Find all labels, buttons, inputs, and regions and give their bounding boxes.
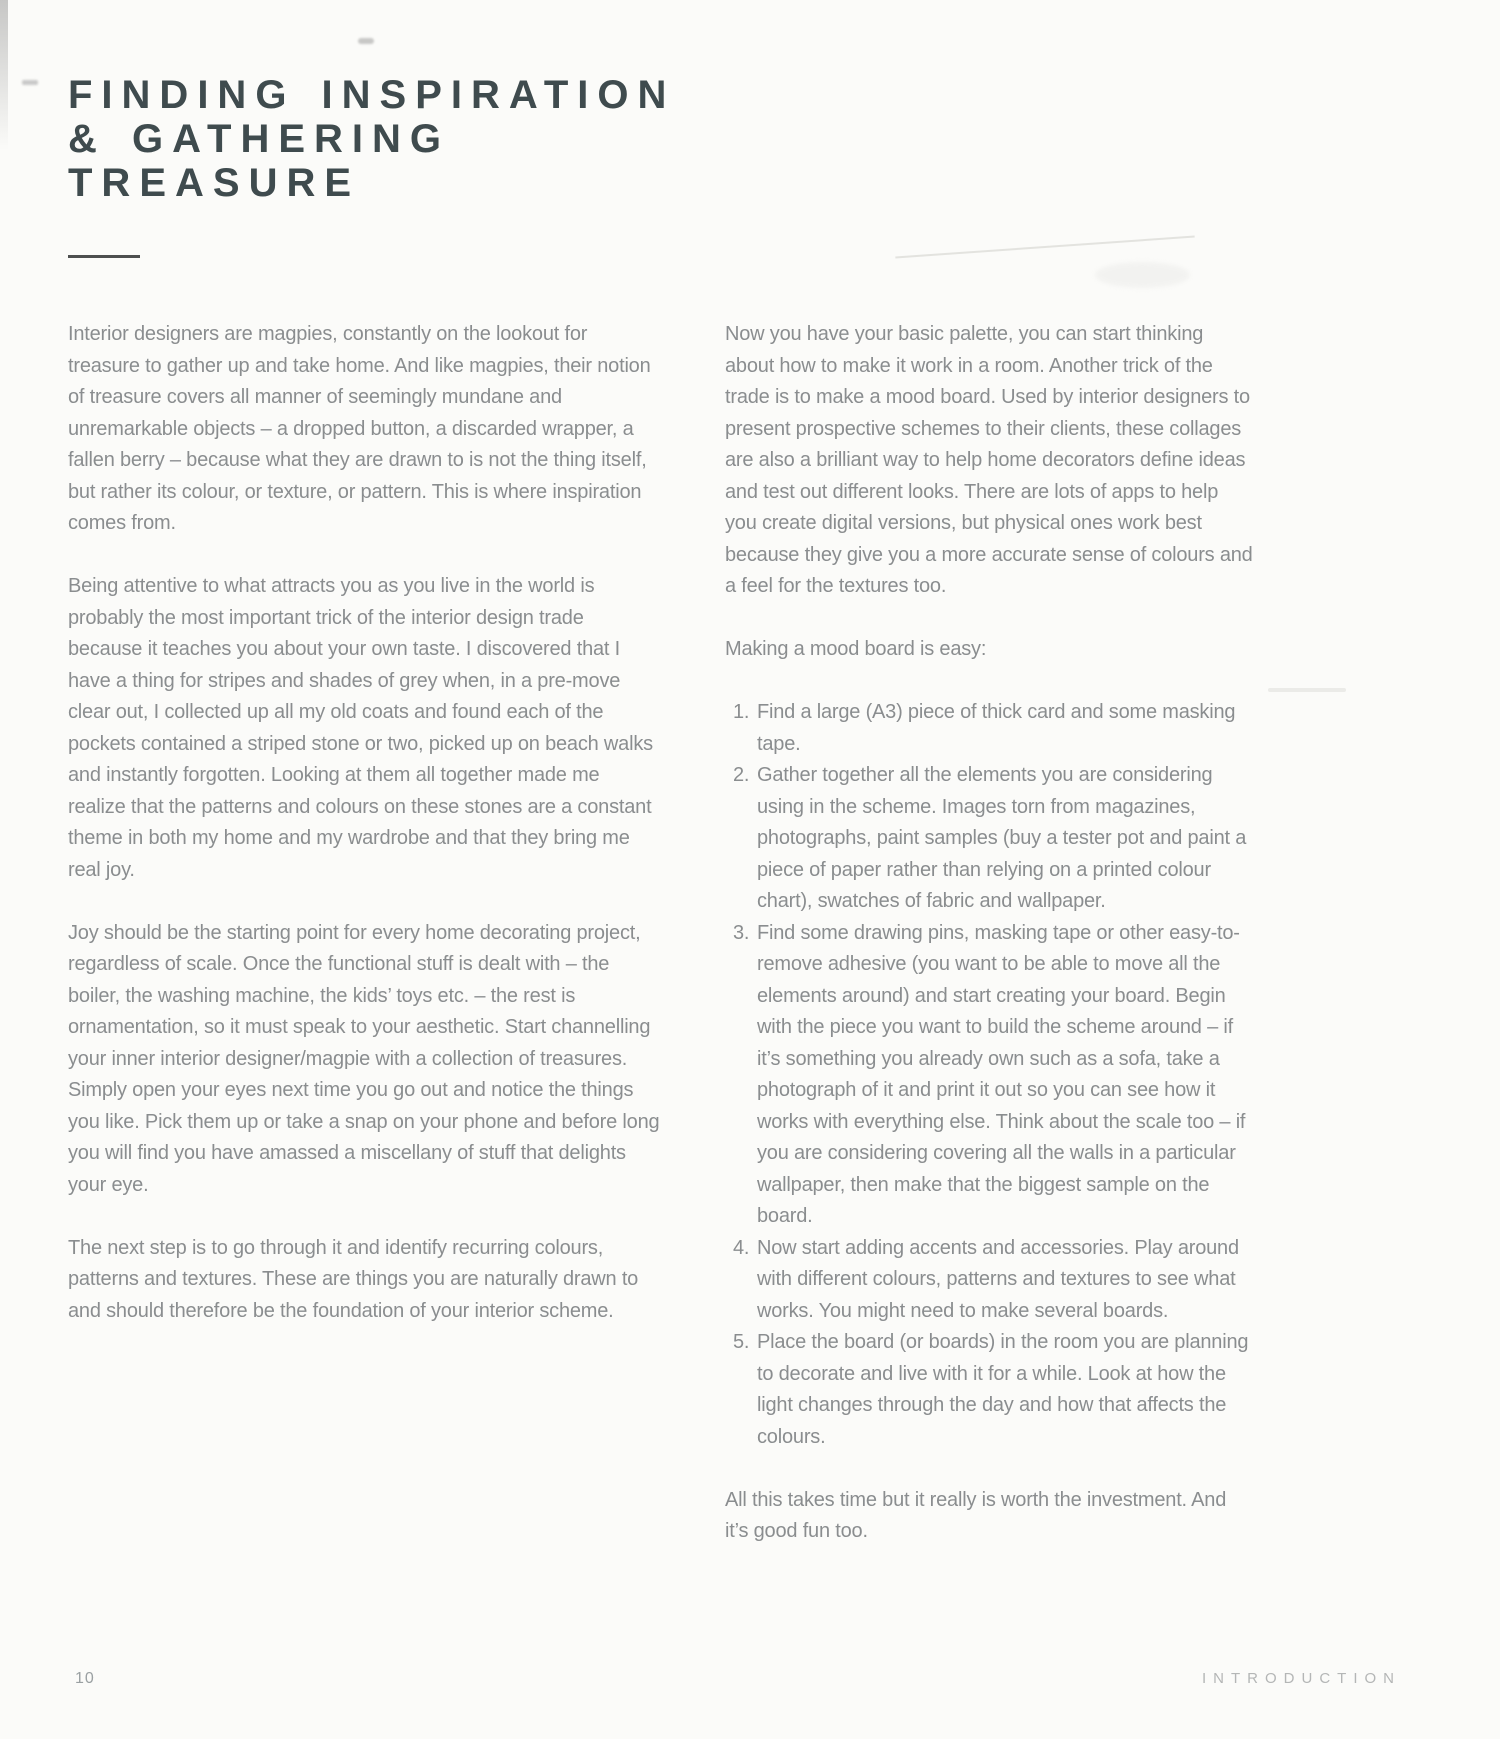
paragraph: All this takes time but it really is worth the investment. And it’s good fun too. bbox=[725, 1488, 1227, 1542]
paragraph: Being attentive to what attracts you as you live in the world is probably the most important trick of the interior design trade because it teaches you about your own taste. I discovered that I have a thing for stripes and shades of grey when, in a pre-move clear out, I collected up all my old coats and found each of the pockets contained a striped stone or two, picked up on beach walks and instantly forgotten. Looking at them all together made me realize that the patterns and colours on these stones are a constant theme in both my home and my wardrobe and that they bring me real joy. bbox=[68, 575, 653, 881]
list-item-text: Now start adding accents and accessories. Play around with different colours, patterns and textures to see what works. You might need to make several boards. bbox=[757, 1236, 1239, 1322]
list-item-text: Gather together all the elements you are considering using in the scheme. Images torn from magazines, photographs, paint samples (buy a tester pot and paint a piece of paper rather than relying on a printed colour chart), swatches of fabric and wallpaper. bbox=[757, 764, 1247, 912]
page-title-line-3: TREASURE bbox=[68, 160, 361, 205]
list-item bbox=[733, 697, 1253, 760]
list-item bbox=[733, 1327, 1253, 1453]
paragraph: Now you have your basic palette, you can start thinking about how to make it work in a room. Another trick of the trade is to make a mood board. Used by interior designers to present prospective schemes to their clients, these collages are also a brilliant way to help home decorators define ideas and test out different looks. There are lots of apps to help you create digital versions, but physical ones work best because they give you a more accurate sense of colours and a feel for the textures too. bbox=[725, 323, 1253, 597]
list-item bbox=[733, 760, 1253, 918]
paragraph: The next step is to go through it and identify recurring colours, patterns and textures. These are things you are naturally drawn to and should therefore be the foundation of your interior scheme. bbox=[68, 1236, 639, 1322]
scan-artifact-line bbox=[895, 236, 1194, 259]
scan-artifact-notch bbox=[358, 38, 374, 44]
page-title-line-1: FINDING INSPIRATION bbox=[68, 72, 676, 117]
page-title bbox=[68, 73, 675, 205]
scan-artifact-smudge bbox=[1095, 262, 1190, 288]
paragraph: Joy should be the starting point for every home decorating project, regardless of scale. Once the functional stuff is dealt with – the boiler, the washing machine, the kids’ toys etc. – the rest is ornamentation, so it must speak to your aesthetic. Start channelling your inner interior designer/magpie with a collection of treasures. Simply open your eyes next time you go out and notice the things you like. Pick them up or take a snap on your phone and before long you will find you have amassed a miscellany of stuff that delights your eye. bbox=[68, 921, 660, 1196]
list-item-text: Find a large (A3) piece of thick card and some masking tape. bbox=[757, 701, 1236, 755]
list-item-number: 3. bbox=[733, 921, 750, 944]
section-label: INTRODUCTION bbox=[1202, 1670, 1401, 1687]
paragraph: Interior designers are magpies, constantly on the lookout for treasure to gather up and take home. And like magpies, their notion of treasure covers all manner of seemingly mundane and unremarkable objects – a dropped button, a discarded wrapper, a fallen berry – because what they are drawn to is not the thing itself, but rather its colour, or texture, or pattern. This is where inspiration comes from. bbox=[68, 323, 651, 534]
left-column bbox=[68, 319, 660, 1327]
list-item-number: 2. bbox=[733, 764, 750, 786]
title-divider-rule bbox=[68, 255, 140, 258]
scan-artifact-dash bbox=[22, 80, 38, 85]
right-column bbox=[725, 319, 1253, 1548]
list-item-text: Find some drawing pins, masking tape or other easy-to-remove adhesive (you want to be able to move all the elements around) and start creating your board. Begin with the piece you want to build the scheme around – if it’s something you already own such as a sofa, take a photograph of it and print it out so you can see how it works with everything else. Think about the scale too – if you are considering covering all the walls in a particular wallpaper, then make that the biggest sample on the board. bbox=[757, 921, 1246, 1227]
list-item-text: Place the board (or boards) in the room you are planning to decorate and live with it for a while. Look at how the light changes through the day and how that affects the colours. bbox=[757, 1331, 1249, 1448]
list-item-number: 4. bbox=[733, 1236, 750, 1259]
list-item bbox=[733, 918, 1253, 1233]
page-number: 10 bbox=[75, 1670, 95, 1687]
mood-board-steps-list bbox=[725, 697, 1253, 1453]
list-item bbox=[733, 1233, 1253, 1328]
page-title-line-2: & GATHERING bbox=[68, 116, 451, 161]
scan-artifact-edge-line bbox=[1268, 688, 1346, 692]
scan-edge-shade bbox=[0, 0, 8, 150]
list-intro: Making a mood board is easy: bbox=[725, 638, 987, 660]
list-item-number: 5. bbox=[733, 1331, 750, 1353]
list-item-number: 1. bbox=[733, 701, 750, 723]
